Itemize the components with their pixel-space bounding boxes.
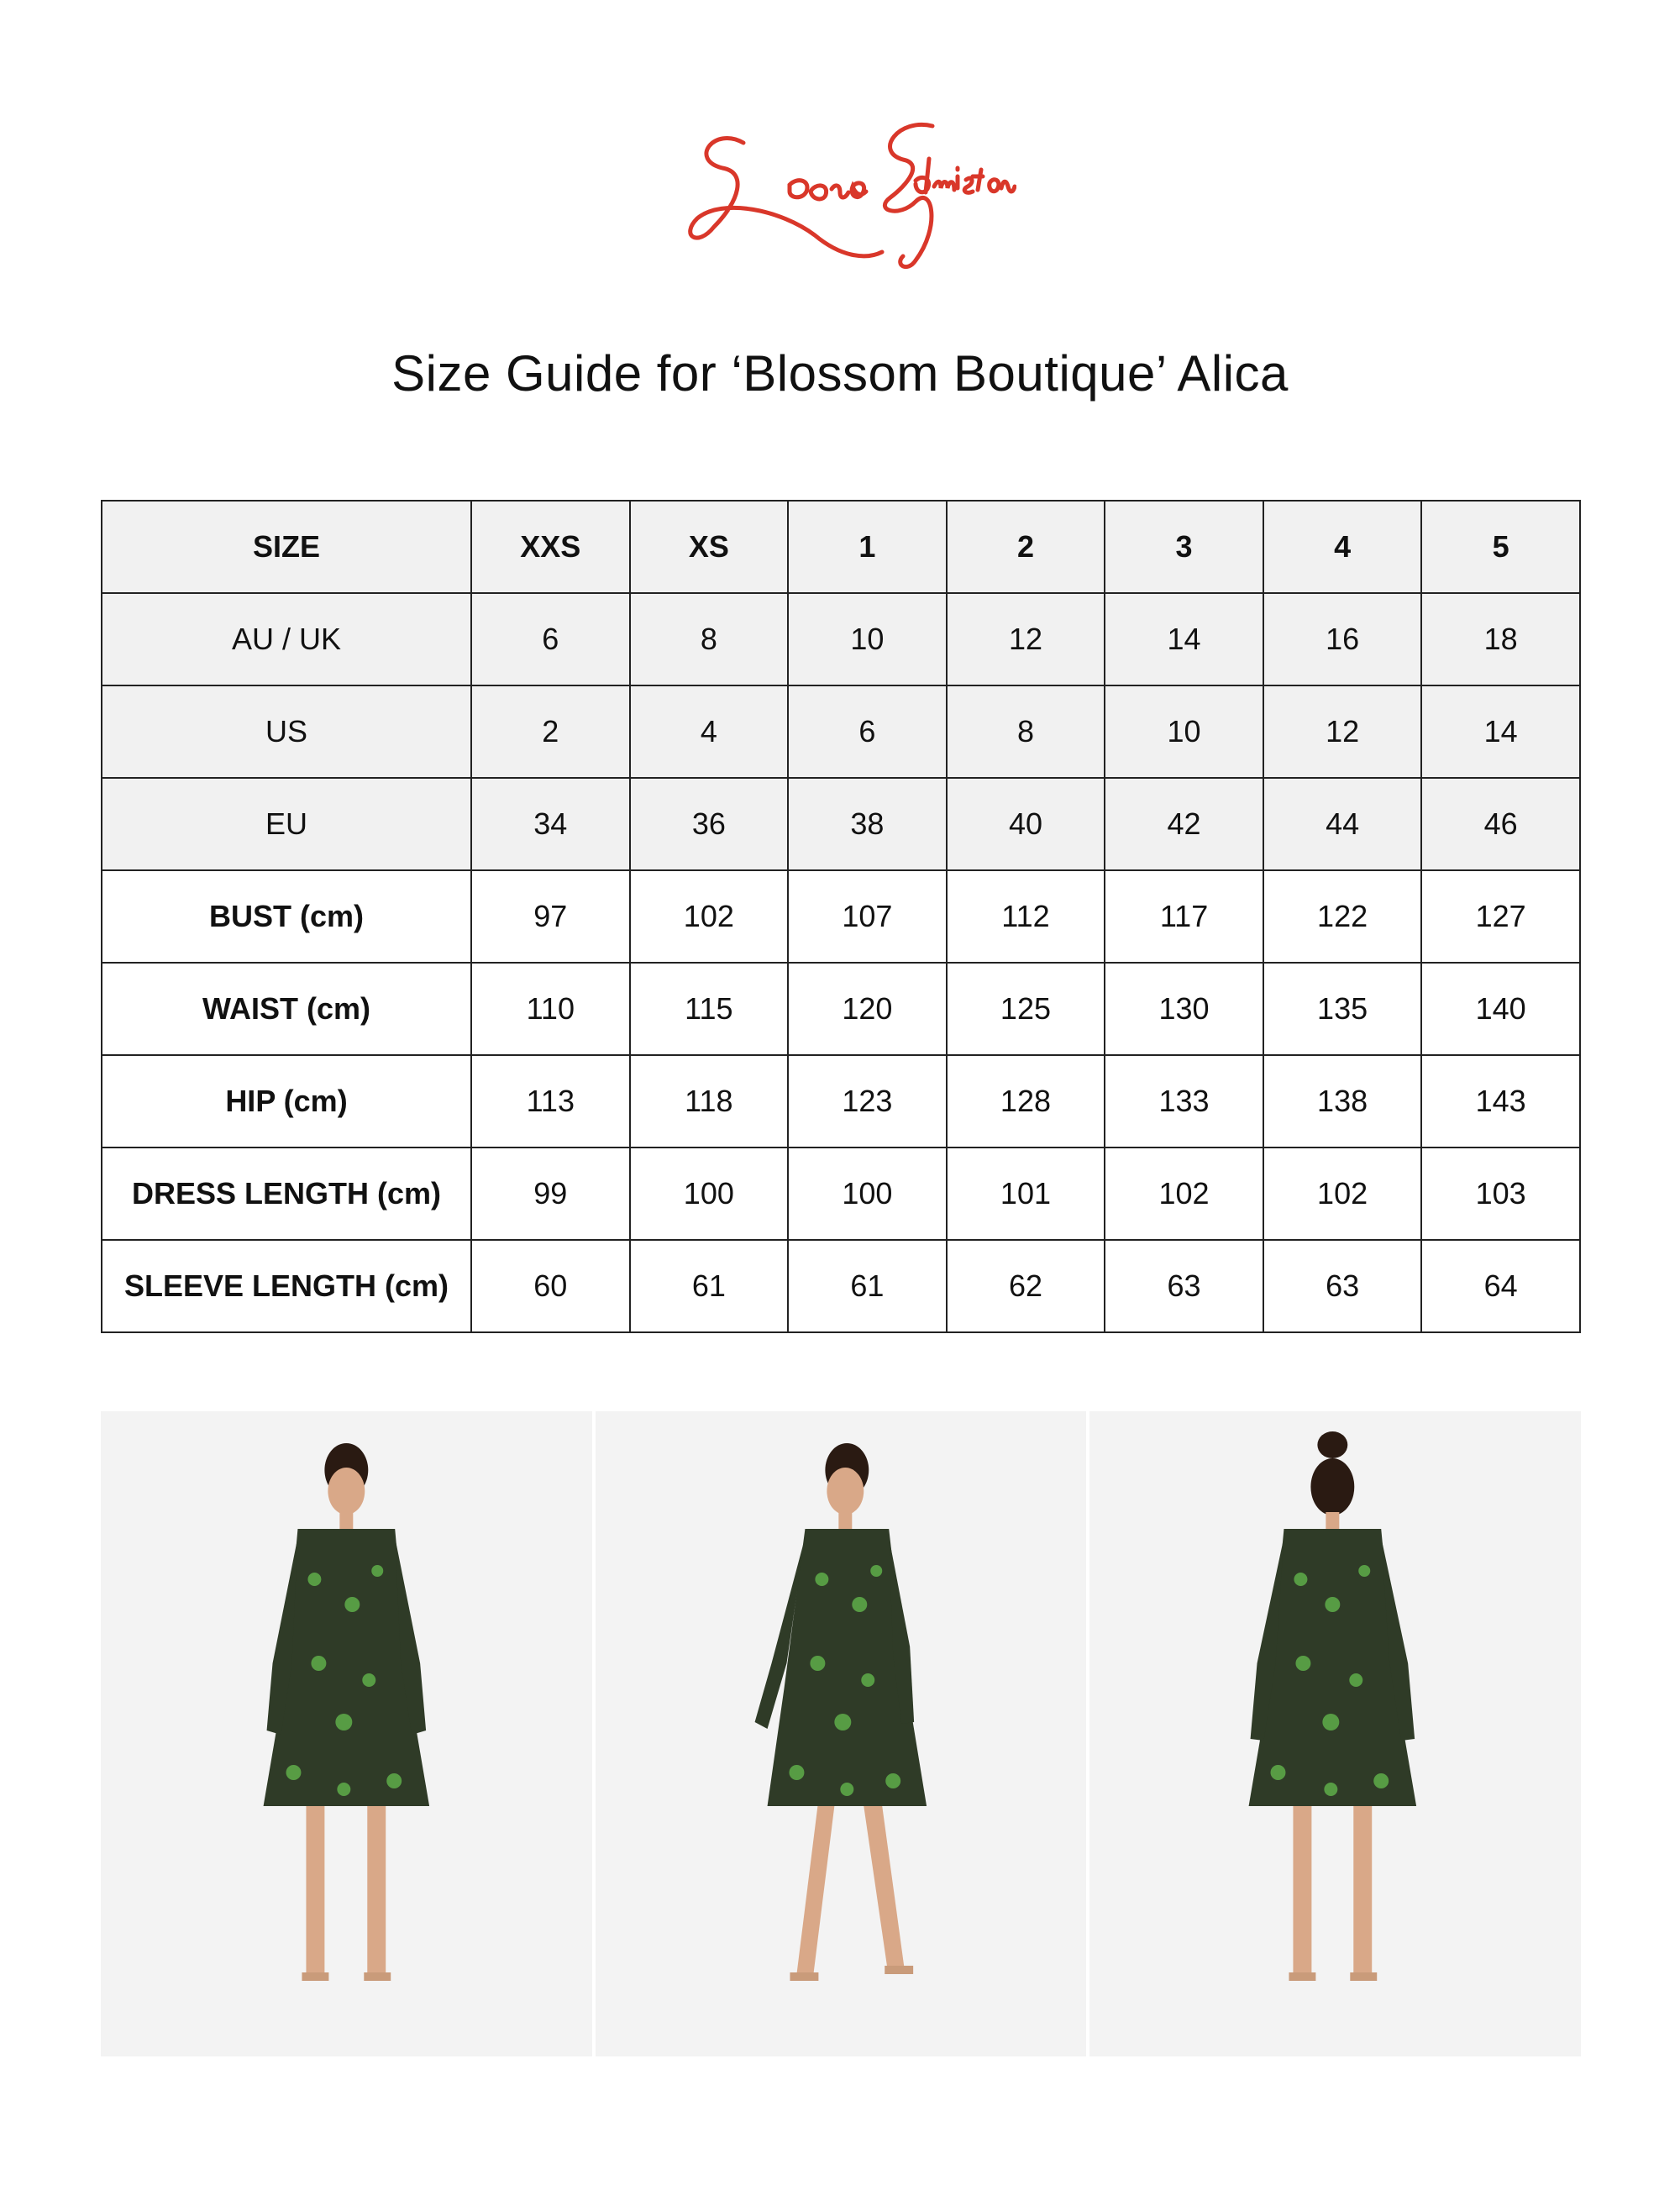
table-cell: 117 — [1105, 870, 1263, 963]
table-cell: 12 — [1263, 685, 1422, 778]
table-cell: 123 — [788, 1055, 947, 1148]
product-photo-back — [1089, 1411, 1581, 2056]
table-row — [102, 593, 1580, 685]
table-cell: 113 — [471, 1055, 630, 1148]
table-cell: 103 — [1421, 1148, 1580, 1240]
table-cell: 18 — [1421, 593, 1580, 685]
header-cell: XS — [630, 501, 789, 593]
table-cell: 133 — [1105, 1055, 1263, 1148]
table-cell: 16 — [1263, 593, 1422, 685]
table-cell: 125 — [947, 963, 1105, 1055]
table-cell: 102 — [1105, 1148, 1263, 1240]
row-label: SLEEVE LENGTH (cm) — [102, 1240, 471, 1332]
leona-edmiston-signature-icon — [664, 92, 1016, 286]
table-cell: 63 — [1105, 1240, 1263, 1332]
table-cell: 14 — [1105, 593, 1263, 685]
table-row — [102, 1055, 1580, 1148]
table-cell: 10 — [788, 593, 947, 685]
table-row — [102, 963, 1580, 1055]
header-cell: 4 — [1263, 501, 1422, 593]
table-cell: 143 — [1421, 1055, 1580, 1148]
table-header-row — [102, 501, 1580, 593]
size-guide-table — [101, 500, 1581, 1333]
row-label: US — [102, 685, 471, 778]
table-row — [102, 685, 1580, 778]
table-cell: 110 — [471, 963, 630, 1055]
page-title: Size Guide for ‘Blossom Boutique’ Alica — [391, 345, 1289, 402]
table-cell: 140 — [1421, 963, 1580, 1055]
table-cell: 122 — [1263, 870, 1422, 963]
table-cell: 102 — [630, 870, 789, 963]
table-cell: 128 — [947, 1055, 1105, 1148]
row-label: BUST (cm) — [102, 870, 471, 963]
table-cell: 115 — [630, 963, 789, 1055]
table-cell: 61 — [788, 1240, 947, 1332]
product-photo-front — [101, 1411, 592, 2056]
table-cell: 118 — [630, 1055, 789, 1148]
table-cell: 44 — [1263, 778, 1422, 870]
brand-logo — [664, 92, 1016, 286]
table-cell: 107 — [788, 870, 947, 963]
table-row — [102, 778, 1580, 870]
table-cell: 100 — [788, 1148, 947, 1240]
row-label: HIP (cm) — [102, 1055, 471, 1148]
header-cell: 2 — [947, 501, 1105, 593]
table-cell: 63 — [1263, 1240, 1422, 1332]
table-cell: 102 — [1263, 1148, 1422, 1240]
table-cell: 60 — [471, 1240, 630, 1332]
product-photo-side — [596, 1411, 1087, 2056]
table-cell: 4 — [630, 685, 789, 778]
table-cell: 99 — [471, 1148, 630, 1240]
header-cell-size: SIZE — [102, 501, 471, 593]
table-cell: 61 — [630, 1240, 789, 1332]
header-cell: 5 — [1421, 501, 1580, 593]
table-cell: 38 — [788, 778, 947, 870]
table-cell: 10 — [1105, 685, 1263, 778]
table-cell: 12 — [947, 593, 1105, 685]
table-cell: 97 — [471, 870, 630, 963]
row-label: DRESS LENGTH (cm) — [102, 1148, 471, 1240]
table-cell: 8 — [630, 593, 789, 685]
table-cell: 138 — [1263, 1055, 1422, 1148]
table-row — [102, 870, 1580, 963]
row-label: WAIST (cm) — [102, 963, 471, 1055]
row-label: EU — [102, 778, 471, 870]
table-cell: 34 — [471, 778, 630, 870]
table-cell: 8 — [947, 685, 1105, 778]
table-row — [102, 1148, 1580, 1240]
table-cell: 42 — [1105, 778, 1263, 870]
table-cell: 64 — [1421, 1240, 1580, 1332]
table-cell: 6 — [471, 593, 630, 685]
table-cell: 6 — [788, 685, 947, 778]
table-row — [102, 1240, 1580, 1332]
table-cell: 127 — [1421, 870, 1580, 963]
header-cell: 3 — [1105, 501, 1263, 593]
table-cell: 101 — [947, 1148, 1105, 1240]
header-cell: 1 — [788, 501, 947, 593]
table-cell: 135 — [1263, 963, 1422, 1055]
table-cell: 62 — [947, 1240, 1105, 1332]
product-photos — [101, 1411, 1581, 2056]
table-cell: 2 — [471, 685, 630, 778]
row-label: AU / UK — [102, 593, 471, 685]
table-cell: 100 — [630, 1148, 789, 1240]
table-cell: 36 — [630, 778, 789, 870]
table-cell: 112 — [947, 870, 1105, 963]
table-cell: 14 — [1421, 685, 1580, 778]
table-cell: 130 — [1105, 963, 1263, 1055]
table-cell: 46 — [1421, 778, 1580, 870]
table-cell: 120 — [788, 963, 947, 1055]
header-cell: XXS — [471, 501, 630, 593]
table-cell: 40 — [947, 778, 1105, 870]
